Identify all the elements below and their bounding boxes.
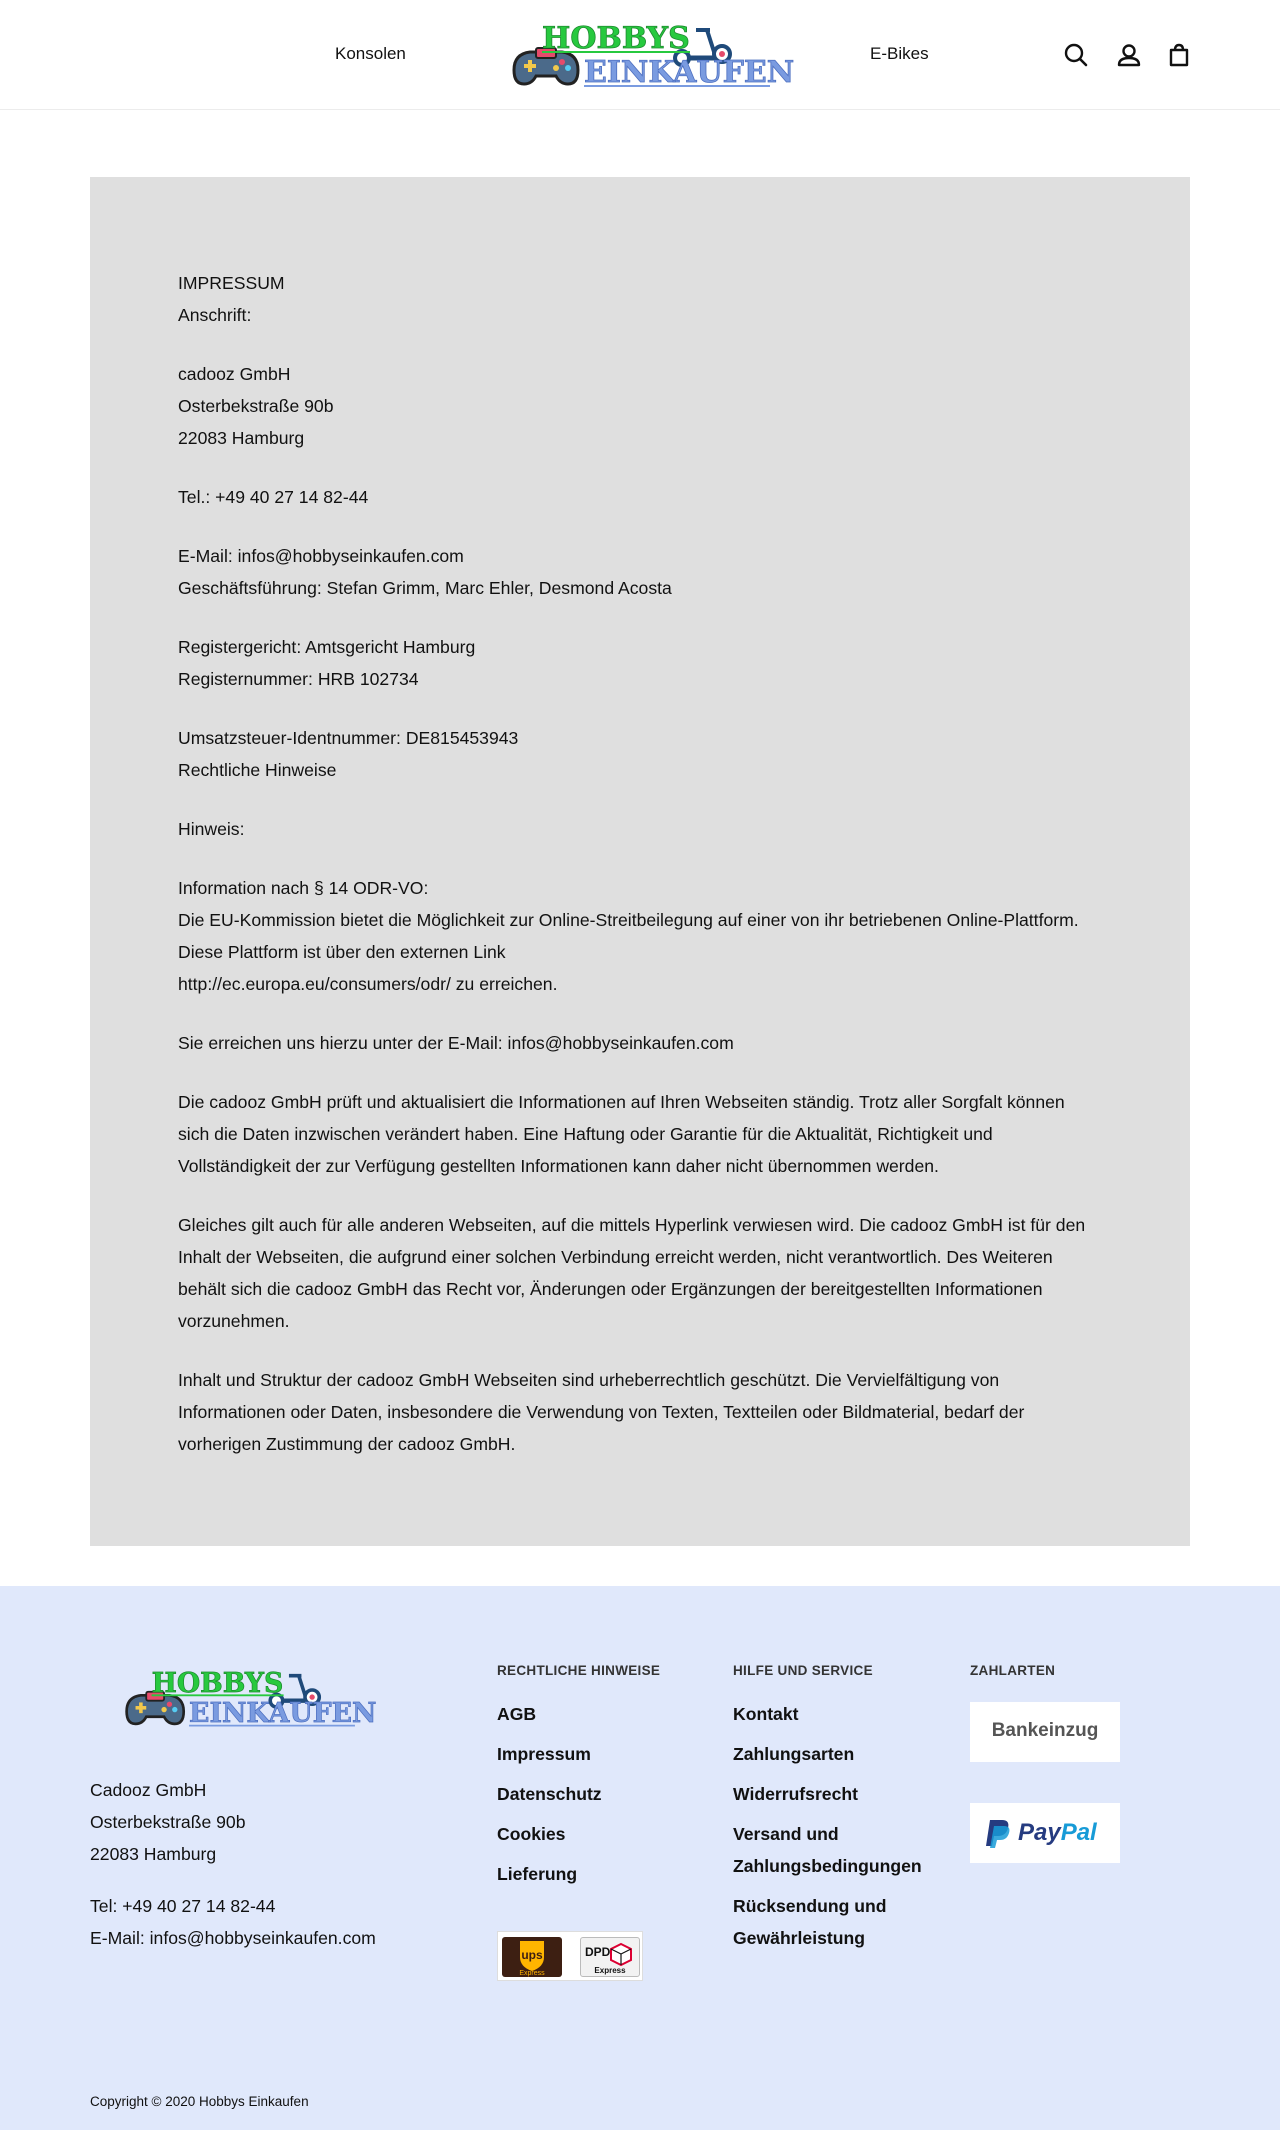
footer-link-ruecksendung[interactable] <box>733 1890 933 1954</box>
content-line: cadooz GmbH <box>178 364 291 384</box>
footer-logo-text-hobbys: HOBBYS <box>151 1667 284 1699</box>
footer-link-cookies[interactable]: Cookies <box>497 1824 566 1844</box>
footer-link-line: Rücksendung und <box>733 1896 887 1916</box>
content-paragraph <box>178 1364 1108 1460</box>
footer-link-widerrufsrecht[interactable] <box>733 1778 933 1810</box>
site-logo[interactable] <box>510 18 795 92</box>
bankeinzug-label: Bankeinzug <box>991 1720 1099 1741</box>
content-line: Registernummer: HRB 102734 <box>178 669 419 689</box>
footer-link-agb[interactable]: AGB <box>497 1704 537 1724</box>
content-line: 22083 Hamburg <box>178 428 305 448</box>
dpd-express-logo <box>580 1937 640 1977</box>
footer-address <box>90 1774 376 1954</box>
content-paragraph <box>178 267 1108 331</box>
footer-link-zahlungsarten[interactable] <box>733 1738 933 1770</box>
footer-link-line: Widerrufsrecht <box>733 1784 858 1804</box>
footer-logo[interactable] <box>122 1665 377 1731</box>
content-paragraph <box>178 872 1108 1000</box>
bankeinzug-badge <box>970 1702 1120 1762</box>
footer-link-kontakt[interactable] <box>733 1698 933 1730</box>
payment-heading: ZAHLARTEN <box>970 1663 1056 1678</box>
content-line: Sie erreichen uns hierzu unter der E-Mail: infos@hobbyseinkaufen.com <box>178 1033 734 1053</box>
content-line: Rechtliche Hinweise <box>178 760 337 780</box>
paypal-pal-label: Pal <box>1060 1819 1097 1846</box>
content-paragraph <box>178 481 1108 513</box>
search-icon[interactable] <box>1063 42 1089 68</box>
impressum-content <box>90 177 1190 1546</box>
footer-link-line: Kontakt <box>733 1704 799 1724</box>
logo-text-hobbys: HOBBYS <box>542 21 690 56</box>
content-paragraph <box>178 1086 1108 1182</box>
ups-sub-label: Express <box>519 1970 545 1977</box>
content-line: Diese Plattform ist über den externen Link <box>178 942 506 962</box>
legal-heading: RECHTLICHE HINWEISE <box>497 1663 661 1678</box>
content-line: Gleiches gilt auch für alle anderen Webseiten, auf die mittels Hyperlink verwiesen wird. Die cadooz GmbH ist für den <box>178 1215 1086 1235</box>
nav-link-konsolen[interactable]: Konsolen <box>335 44 406 63</box>
nav-link-e-bikes[interactable]: E-Bikes <box>870 44 929 63</box>
footer-link-lieferung[interactable]: Lieferung <box>497 1864 578 1884</box>
footer-city: 22083 Hamburg <box>90 1844 217 1864</box>
content-line: Die cadooz GmbH prüft und aktualisiert die Informationen auf Ihren Webseiten ständig. Trotz aller Sorgfalt können <box>178 1092 1065 1112</box>
content-paragraph <box>178 540 1108 604</box>
help-heading: HILFE UND SERVICE <box>733 1663 873 1678</box>
content-paragraph <box>178 1027 1108 1059</box>
logo-text-einkaufen: EINKAUFEN <box>584 55 795 90</box>
account-icon[interactable] <box>1116 42 1142 68</box>
content-line: Informationen oder Daten, insbesondere die Verwendung von Texten, Textteilen oder Bildmaterial, bedarf der <box>178 1402 1025 1422</box>
content-line: Osterbekstraße 90b <box>178 396 334 416</box>
content-line: sich die Daten inzwischen verändert haben. Eine Haftung oder Garantie für die Aktualität, Richtigkeit und <box>178 1124 993 1144</box>
shipping-logos <box>497 1931 643 1981</box>
footer-email[interactable]: E-Mail: infos@hobbyseinkaufen.com <box>90 1928 376 1948</box>
copyright: Copyright © 2020 Hobbys Einkaufen <box>90 2094 309 2109</box>
content-line: Information nach § 14 ODR-VO: <box>178 878 429 898</box>
footer-link-datenschutz[interactable]: Datenschutz <box>497 1784 602 1804</box>
legal-links <box>497 1698 602 1898</box>
footer-phone: Tel: +49 40 27 14 82-44 <box>90 1896 276 1916</box>
site-footer <box>0 1586 1280 2130</box>
paypal-pay-label: Pay <box>1018 1819 1061 1846</box>
footer-link-line: Zahlungsarten <box>733 1744 855 1764</box>
content-line: Geschäftsführung: Stefan Grimm, Marc Ehler, Desmond Acosta <box>178 578 672 598</box>
footer-link-line: Gewährleistung <box>733 1928 865 1948</box>
footer-link-versand[interactable] <box>733 1818 933 1882</box>
footer-link-line: Zahlungsbedingungen <box>733 1856 922 1876</box>
footer-street: Osterbekstraße 90b <box>90 1812 246 1832</box>
content-line: Inhalt und Struktur der cadooz GmbH Webseiten sind urheberrechtlich geschützt. Die Vervielfältigung von <box>178 1370 1000 1390</box>
content-paragraph <box>178 1209 1108 1337</box>
content-line: behält sich die cadooz GmbH das Recht vor, Änderungen oder Ergänzungen der bereitgestellten Informationen <box>178 1279 1043 1299</box>
ups-label: ups <box>521 1948 543 1962</box>
content-line: Die EU-Kommission bietet die Möglichkeit zur Online-Streitbeilegung auf einer von ihr betriebenen Online-Plattform. <box>178 910 1079 930</box>
content-line: Tel.: +49 40 27 14 82-44 <box>178 487 369 507</box>
content-line: E-Mail: infos@hobbyseinkaufen.com <box>178 546 464 566</box>
content-line: Registergericht: Amtsgericht Hamburg <box>178 637 476 657</box>
content-line: Umsatzsteuer-Identnummer: DE815453943 <box>178 728 519 748</box>
content-line: Inhalt der Webseiten, die aufgrund einer solchen Verbindung erreicht werden, nicht verantwortlich. Des Weiteren <box>178 1247 1053 1267</box>
paypal-badge <box>970 1803 1120 1863</box>
content-line: Vollständigkeit der zur Verfügung gestellten Informationen kann daher nicht übernommen werden. <box>178 1156 939 1176</box>
content-paragraph <box>178 631 1108 695</box>
footer-link-line: Versand und <box>733 1824 839 1844</box>
footer-company: Cadooz GmbH <box>90 1780 207 1800</box>
content-line: Hinweis: <box>178 819 245 839</box>
site-header <box>0 0 1280 110</box>
footer-link-impressum[interactable]: Impressum <box>497 1744 591 1764</box>
content-line: IMPRESSUM <box>178 273 285 293</box>
content-line: Anschrift: <box>178 305 252 325</box>
content-paragraph <box>178 722 1108 786</box>
impressum-text <box>178 267 1108 1487</box>
content-line: http://ec.europa.eu/consumers/odr/ zu erreichen. <box>178 974 558 994</box>
footer-logo-text-einkaufen: EINKAUFEN <box>189 1698 377 1730</box>
content-line: vorzunehmen. <box>178 1311 290 1331</box>
paypal-icon <box>984 1818 1012 1848</box>
content-line: vorherigen Zustimmung der cadooz GmbH. <box>178 1434 516 1454</box>
cart-icon[interactable] <box>1166 42 1192 68</box>
dpd-sub-label: Express <box>594 1966 626 1975</box>
help-links <box>733 1698 933 1962</box>
dpd-label: DPD <box>585 1945 611 1959</box>
content-paragraph <box>178 813 1108 845</box>
ups-express-logo <box>502 1937 562 1977</box>
content-paragraph <box>178 358 1108 454</box>
